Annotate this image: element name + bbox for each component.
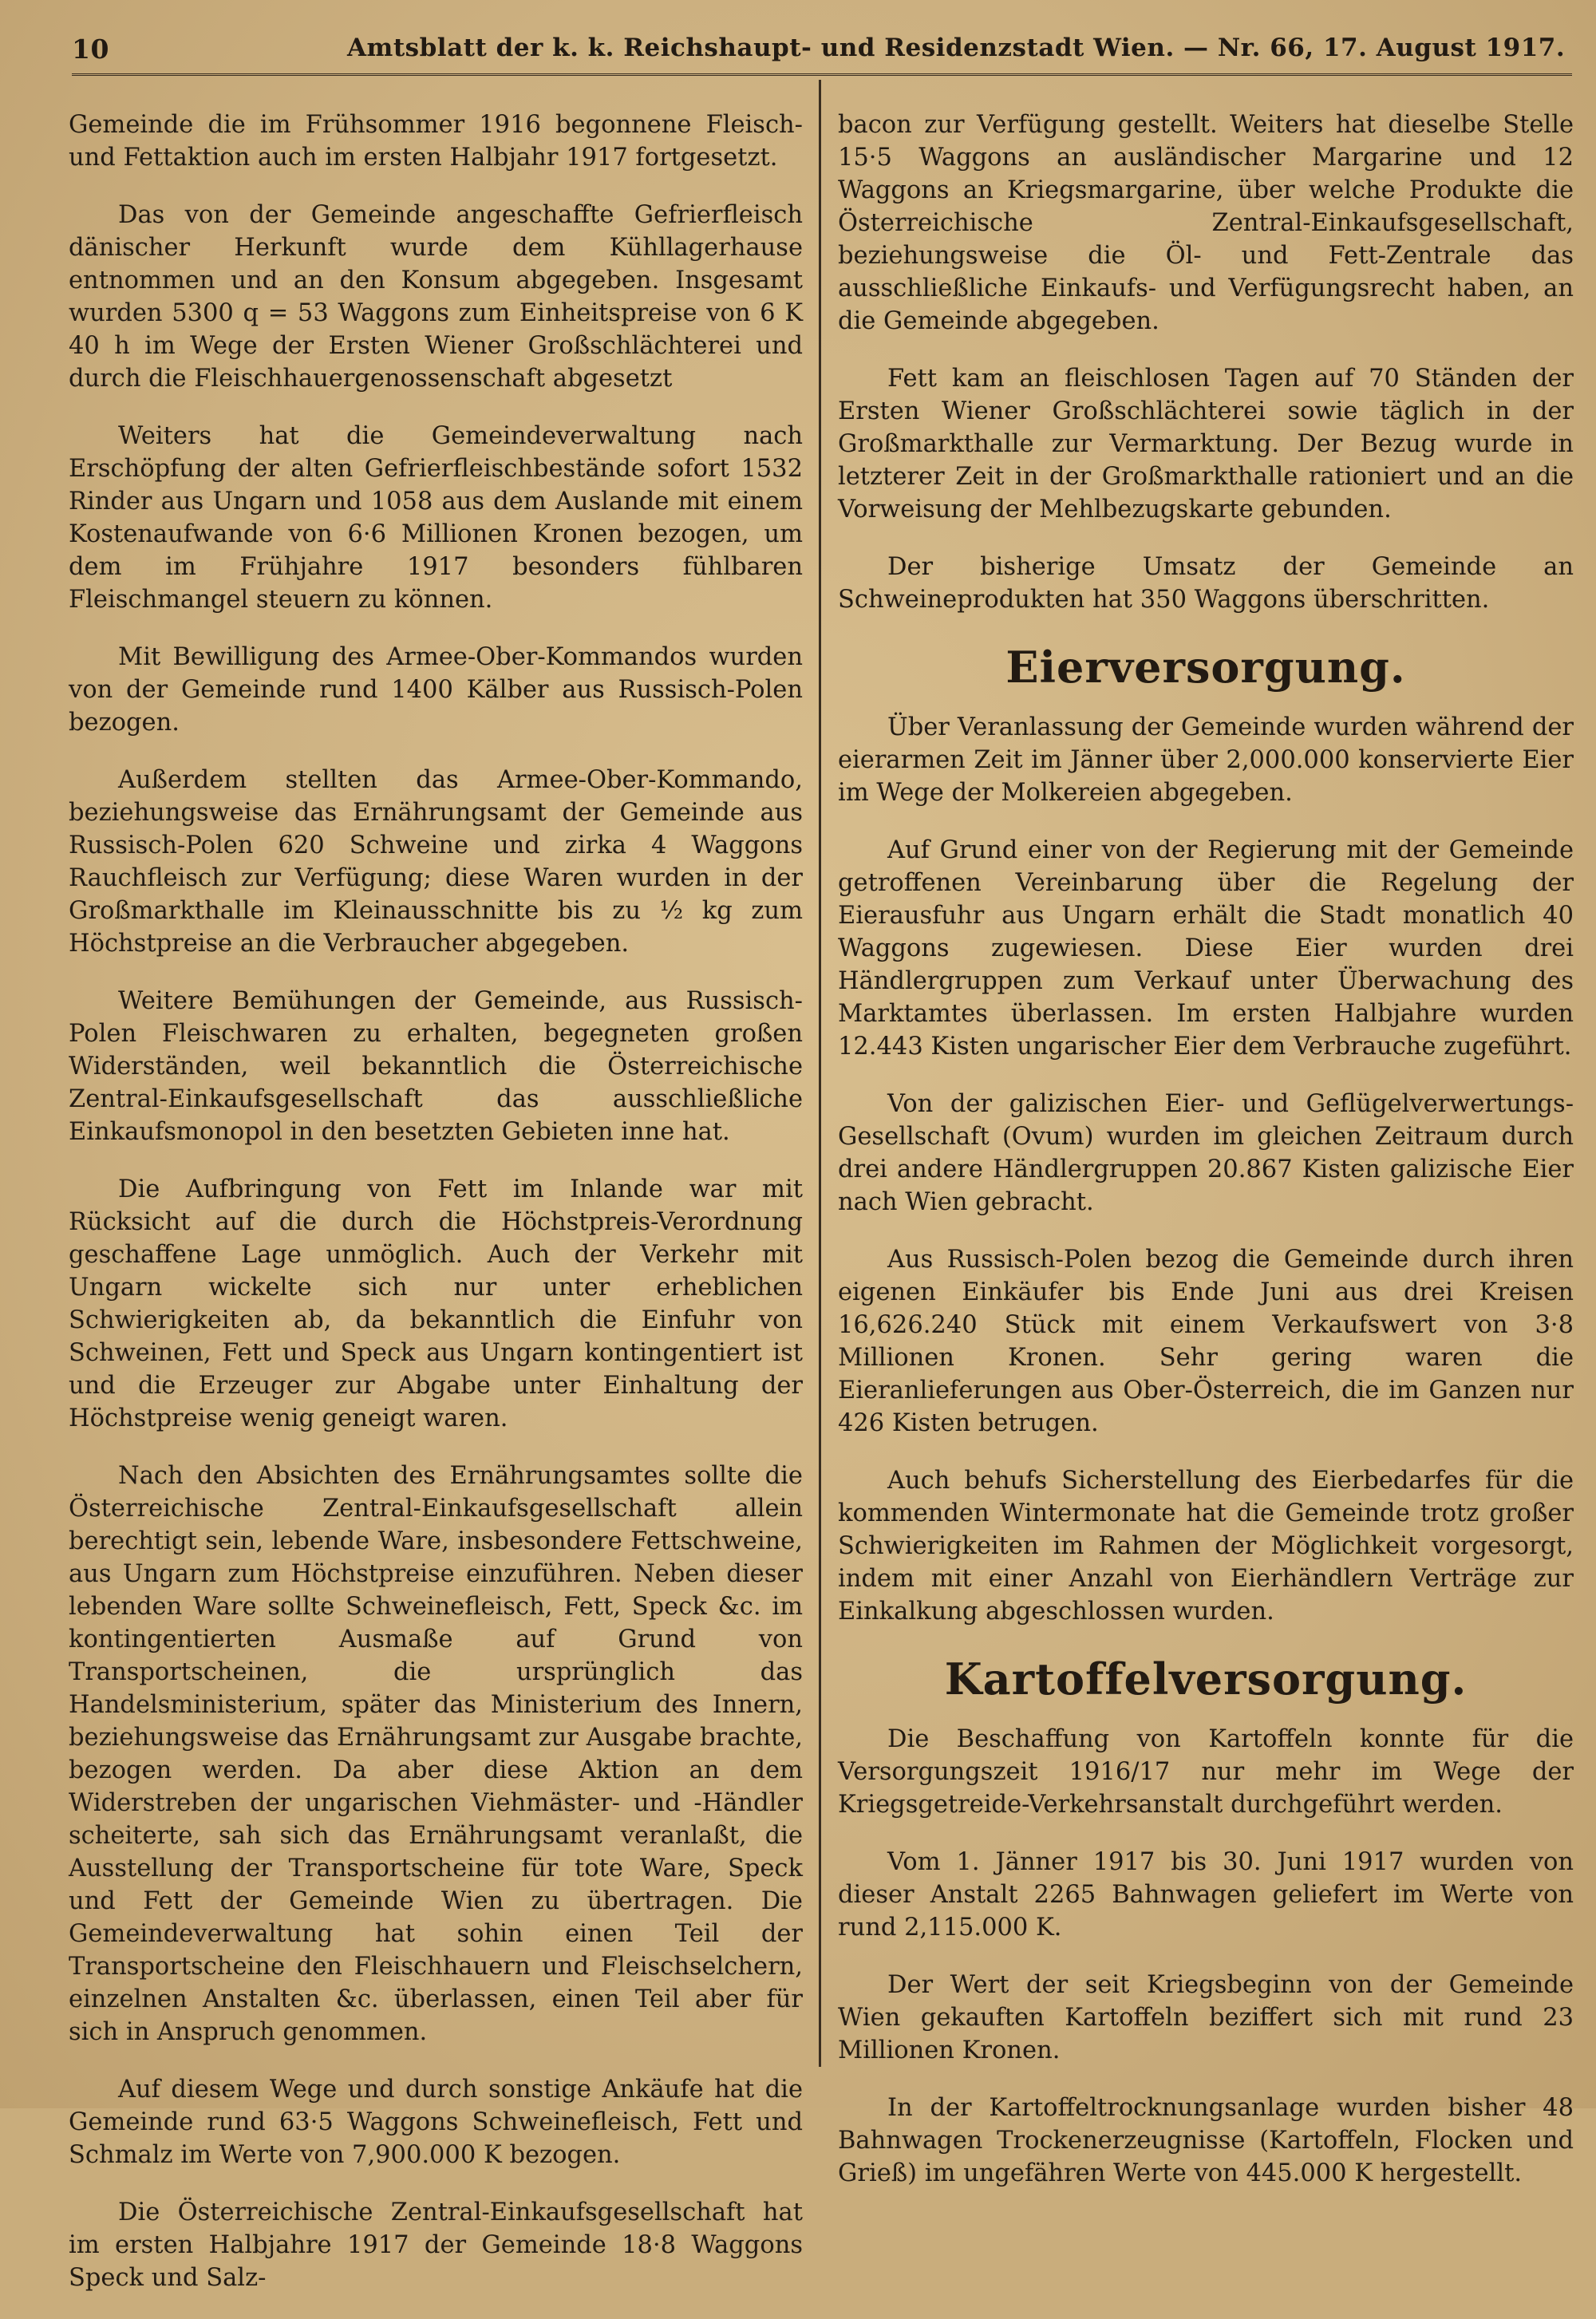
paragraph: Mit Bewilligung des Armee-Ober-Kommandos wurden von der Gemeinde rund 1400 Kälber aus Russisch-Polen bezogen. (69, 643, 803, 737)
section-heading-potatoes: Kartoffelversorgung. (944, 1653, 1468, 1705)
left-column (69, 109, 803, 2319)
paragraph: Gemeinde die im Frühsommer 1916 begonnene Fleisch- und Fettaktion auch im ersten Halbjahr 1917 fortgesetzt. (69, 111, 803, 172)
paragraph: Die Beschaffung von Kartoffeln konnte für die Versorgungszeit 1916/17 nur mehr im Wege der Kriegsgetreide-Verkehrsanstalt durchgeführt werden. (838, 1725, 1574, 1819)
paragraph: Auch behufs Sicherstellung des Eierbedarfes für die kommenden Wintermonate hat die Gemeinde trotz großer Schwierigkeiten im Rahmen der Möglichkeit vorgesorgt, indem mit einer Anzahl von Eierhändlern Verträge zur Einkalkung abgeschlossen wurden. (838, 1467, 1574, 1626)
paragraph: Der Wert der seit Kriegsbeginn von der Gemeinde Wien gekauften Kartoffeln beziffert sich mit rund 23 Millionen Kronen. (838, 1971, 1574, 2064)
paragraph: Fett kam an fleischlosen Tagen auf 70 Ständen der Ersten Wiener Großschlächterei sowie täglich in der Großmarkthalle zur Vermarktung. Der Bezug wurde in letzterer Zeit in der Großmarkthalle rationiert und an die Vorweisung der Mehlbezugskarte gebunden. (838, 365, 1574, 523)
paragraph: Das von der Gemeinde angeschaffte Gefrierfleisch dänischer Herkunft wurde dem Kühllagerhause entnommen und an den Konsum abgegeben. Insgesamt wurden 5300 q = 53 Waggons zum Einheitspreise von 6 K 40 h im Wege der Ersten Wiener Großschlächterei und durch die Fleischhauergenossenschaft abgesetzt (69, 201, 803, 393)
paragraph: bacon zur Verfügung gestellt. Weiters hat dieselbe Stelle 15·5 Waggons an ausländischer Margarine und 12 Waggons an Kriegsmargarine, über welche Produkte die Österreichische Zentral-Einkaufsgesellschaft, beziehungsweise die Öl- und Fett-Zentrale das ausschließliche Einkaufs- und Verfügungsrecht haben, an die Gemeinde abgegeben. (838, 111, 1574, 335)
paragraph: Weitere Bemühungen der Gemeinde, aus Russisch-Polen Fleischwaren zu erhalten, begegneten großen Widerständen, weil bekanntlich die Österreichische Zentral-Einkaufsgesellschaft das ausschließliche Einkaufsmonopol in den besetzten Gebieten inne hat. (69, 987, 803, 1146)
running-title: Amtsblatt der k. k. Reichshaupt- und Residenzstadt Wien. — Nr. 66, 17. August 1917. (347, 34, 1566, 62)
paragraph: Aus Russisch-Polen bezog die Gemeinde durch ihren eigenen Einkäufer bis Ende Juni aus drei Kreisen 16,626.240 Stück mit einem Verkaufswert von 3·8 Millionen Kronen. Sehr gering waren die Eieranlieferungen aus Ober-Österreich, die im Ganzen nur 426 Kisten betrugen. (838, 1246, 1574, 1437)
paragraph: Auf diesem Wege und durch sonstige Ankäufe hat die Gemeinde rund 63·5 Waggons Schweinefleisch, Fett und Schmalz im Werte von 7,900.000 K bezogen. (69, 2076, 803, 2169)
paragraph: Weiters hat die Gemeindeverwaltung nach Erschöpfung der alten Gefrierfleischbestände sofort 1532 Rinder aus Ungarn und 1058 aus dem Auslande mit einem Kostenaufwande von 6·6 Millionen Kronen bezogen, um dem im Frühjahre 1917 besonders fühlbaren Fleischmangel steuern zu können. (69, 422, 803, 614)
paragraph: In der Kartoffeltrocknungsanlage wurden bisher 48 Bahnwagen Trockenerzeugnisse (Kartoffeln, Flocken und Grieß) im ungefähren Werte von 445.000 K hergestellt. (838, 2094, 1574, 2187)
paragraph: Die Aufbringung von Fett im Inlande war mit Rücksicht auf die durch die Höchstpreis-Verordnung geschaffene Lage unmöglich. Auch der Verkehr mit Ungarn wickelte sich nur unter erheblichen Schwierigkeiten ab, da bekanntlich die Einfuhr von Schweinen, Fett und Speck aus Ungarn kontingentiert ist und die Erzeuger zur Abgabe unter Einhaltung der Höchstpreise wenig geneigt waren. (69, 1175, 803, 1432)
paragraph: Außerdem stellten das Armee-Ober-Kommando, beziehungsweise das Ernährungsamt der Gemeinde aus Russisch-Polen 620 Schweine und zirka 4 Waggons Rauchfleisch zur Verfügung; diese Waren wurden in der Großmarkthalle im Kleinausschnitte bis zu ½ kg zum Höchstpreise an die Verbraucher abgegeben. (69, 766, 803, 958)
paragraph: Die Österreichische Zentral-Einkaufsgesellschaft hat im ersten Halbjahre 1917 der Gemeinde 18·8 Waggons Speck und Salz- (69, 2199, 803, 2292)
right-column (838, 109, 1574, 2214)
header-rule (72, 73, 1572, 76)
paragraph: Von der galizischen Eier- und Geflügelverwertungs-Gesellschaft (Ovum) wurden im gleichen Zeitraum durch drei andere Händlergruppen 20.867 Kisten galizische Eier nach Wien gebracht. (838, 1090, 1574, 1216)
section-heading-eggs: Eierversorgung. (1005, 642, 1406, 693)
paragraph: Nach den Absichten des Ernährungsamtes sollte die Österreichische Zentral-Einkaufsgesellschaft allein berechtigt sein, lebende Ware, insbesondere Fettschweine, aus Ungarn zum Höchstpreise einzuführen. Neben dieser lebenden Ware sollte Schweinefleisch, Fett, Speck &c. im kontingentierten Ausmaße auf Grund von Transportscheinen, die ursprünglich das Handelsministerium, später das Ministerium des Innern, beziehungsweise das Ernährungsamt zur Ausgabe brachte, bezogen werden. Da aber diese Aktion an dem Widerstreben der ungarischen Viehmäster- und -Händler scheiterte, sah sich das Ernährungsamt veranlaßt, die Ausstellung der Transportscheine für tote Ware, Speck und Fett der Gemeinde Wien zu übertragen. Die Gemeindeverwaltung hat sohin einen Teil der Transportscheine den Fleischhauern und Fleischselchern, einzelnen Anstalten &c. überlassen, einen Teil aber für sich in Anspruch genommen. (69, 1462, 803, 2046)
paragraph: Vom 1. Jänner 1917 bis 30. Juni 1917 wurden von dieser Anstalt 2265 Bahnwagen geliefert im Werte von rund 2,115.000 K. (838, 1848, 1574, 1942)
paragraph: Auf Grund einer von der Regierung mit der Gemeinde getroffenen Vereinbarung über die Regelung der Eierausfuhr aus Ungarn erhält die Stadt monatlich 40 Waggons zugewiesen. Diese Eier wurden drei Händlergruppen zum Verkauf unter Überwachung des Marktamtes überlassen. Im ersten Halbjahre wurden 12.443 Kisten ungarischer Eier dem Verbrauche zugeführt. (838, 836, 1574, 1061)
page-header (72, 27, 1566, 67)
paragraph: Über Veranlassung der Gemeinde wurden während der eierarmen Zeit im Jänner über 2,000.000 konservierte Eier im Wege der Molkereien abgegeben. (838, 713, 1574, 807)
column-divider (819, 80, 821, 2067)
paragraph: Der bisherige Umsatz der Gemeinde an Schweineprodukten hat 350 Waggons überschritten. (838, 553, 1574, 614)
page-number: 10 (72, 34, 109, 65)
